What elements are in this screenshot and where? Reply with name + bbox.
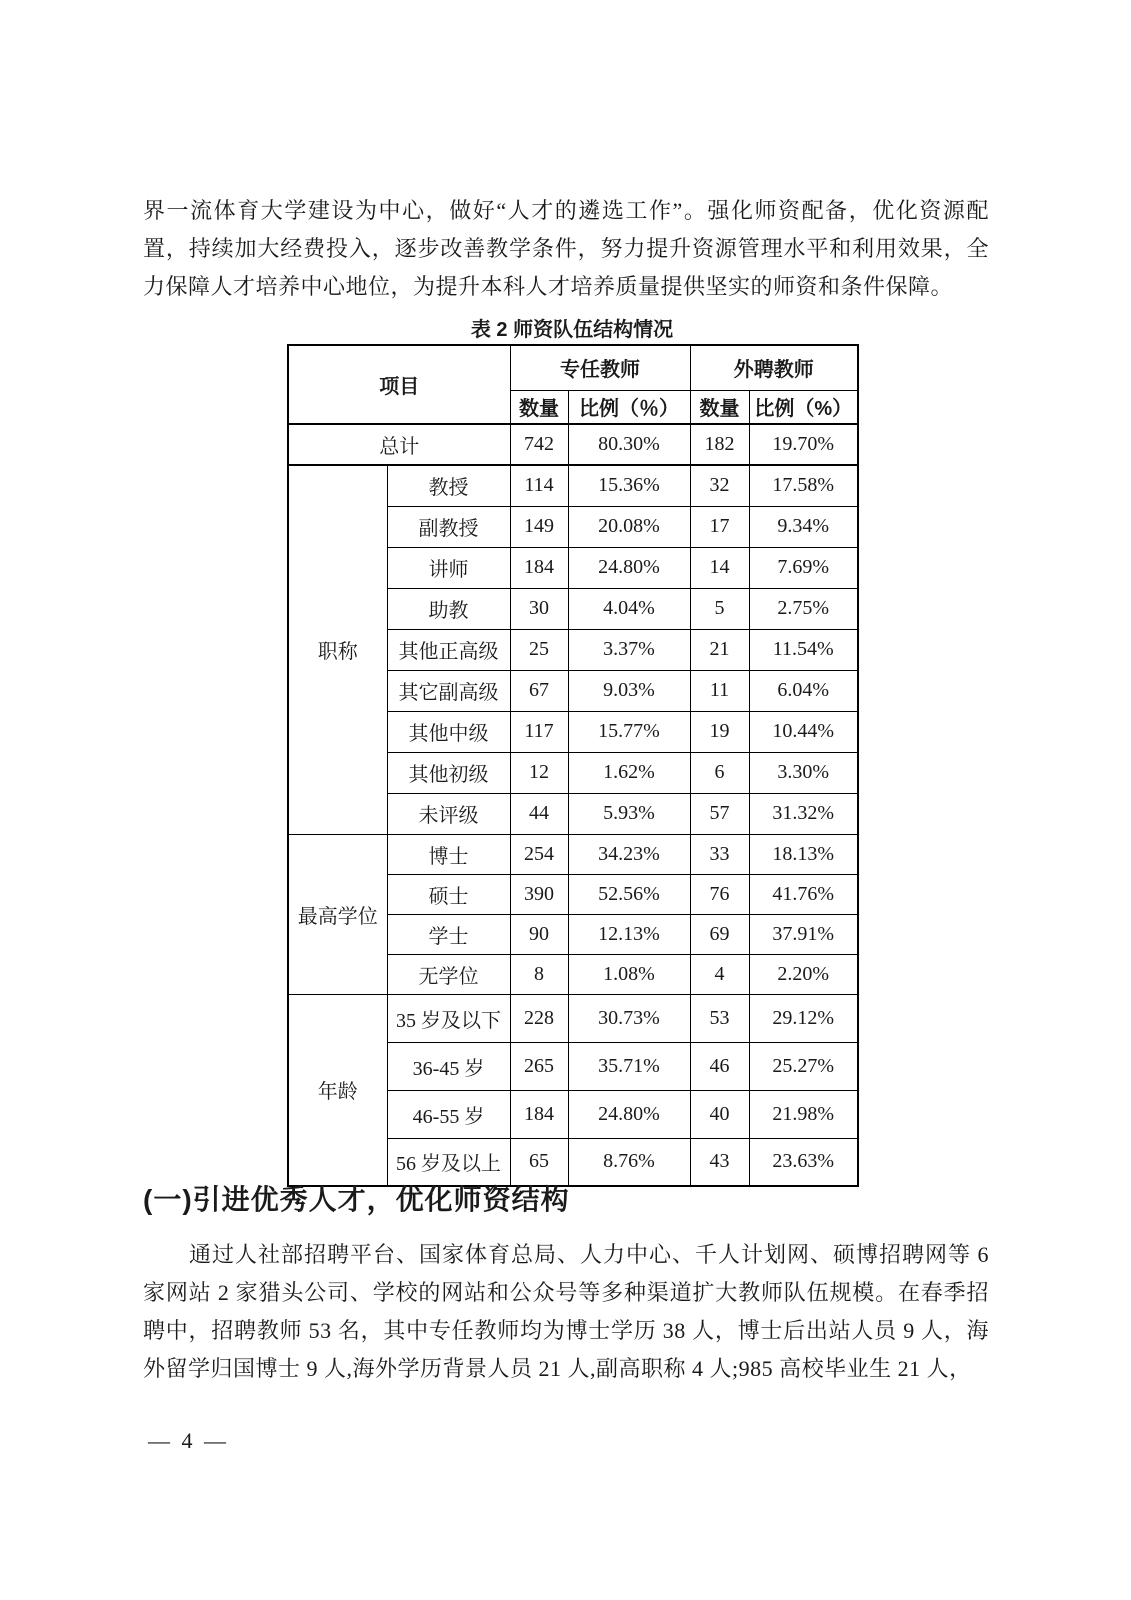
row-label-cell: 其它副高级 bbox=[387, 670, 510, 711]
row-label-cell: 56 岁及以上 bbox=[387, 1138, 510, 1186]
row-label-cell: 讲师 bbox=[387, 547, 510, 588]
header-ex-count-cell: 数量 bbox=[690, 390, 749, 424]
value-cell: 21.98% bbox=[749, 1090, 858, 1138]
value-cell: 31.32% bbox=[749, 793, 858, 834]
value-cell: 53 bbox=[690, 994, 749, 1042]
value-cell: 25 bbox=[510, 629, 568, 670]
table-caption: 表 2 师资队伍结构情况 bbox=[470, 319, 674, 341]
value-cell: 3.30% bbox=[749, 752, 858, 793]
value-cell: 44 bbox=[510, 793, 568, 834]
value-cell: 29.12% bbox=[749, 994, 858, 1042]
value-cell: 46 bbox=[690, 1042, 749, 1090]
group-label-cell: 职称 bbox=[288, 465, 387, 834]
value-cell: 2.20% bbox=[749, 954, 858, 994]
value-cell: 1.62% bbox=[568, 752, 690, 793]
value-cell: 21 bbox=[690, 629, 749, 670]
total-row bbox=[288, 424, 858, 465]
value-cell: 15.36% bbox=[568, 465, 690, 506]
value-cell: 12.13% bbox=[568, 914, 690, 954]
row-label-cell: 36-45 岁 bbox=[387, 1042, 510, 1090]
value-cell: 24.80% bbox=[568, 547, 690, 588]
value-cell: 57 bbox=[690, 793, 749, 834]
table-body bbox=[288, 424, 858, 1186]
value-cell: 35.71% bbox=[568, 1042, 690, 1090]
value-cell: 390 bbox=[510, 874, 568, 914]
value-cell: 4.04% bbox=[568, 588, 690, 629]
value-cell: 8 bbox=[510, 954, 568, 994]
value-cell: 6.04% bbox=[749, 670, 858, 711]
value-cell: 19.70% bbox=[749, 424, 858, 465]
header-ex-ratio-cell: 比例（%） bbox=[749, 390, 858, 424]
row-label-cell: 未评级 bbox=[387, 793, 510, 834]
page-number: — 4 — bbox=[148, 1428, 229, 1453]
value-cell: 80.30% bbox=[568, 424, 690, 465]
group-label-cell: 最高学位 bbox=[288, 834, 387, 994]
value-cell: 17 bbox=[690, 506, 749, 547]
row-label-cell: 46-55 岁 bbox=[387, 1090, 510, 1138]
intro-paragraph: 界一流体育大学建设为中心，做好“人才的遴选工作”。强化师资配备，优化资源配置，持续加大经费投入，逐步改善教学条件，努力提升资源管理水平和利用效果，全力保障人才培养中心地位，为提升本科人才培养质量提供坚实的师资和条件保障。 bbox=[143, 198, 989, 299]
value-cell: 32 bbox=[690, 465, 749, 506]
value-cell: 18.13% bbox=[749, 834, 858, 874]
value-cell: 1.08% bbox=[568, 954, 690, 994]
value-cell: 17.58% bbox=[749, 465, 858, 506]
row-label-cell: 助教 bbox=[387, 588, 510, 629]
value-cell: 11.54% bbox=[749, 629, 858, 670]
value-cell: 742 bbox=[510, 424, 568, 465]
value-cell: 69 bbox=[690, 914, 749, 954]
value-cell: 149 bbox=[510, 506, 568, 547]
value-cell: 20.08% bbox=[568, 506, 690, 547]
value-cell: 65 bbox=[510, 1138, 568, 1186]
row-label-cell: 副教授 bbox=[387, 506, 510, 547]
row-label-cell: 其他初级 bbox=[387, 752, 510, 793]
header-external-cell: 外聘教师 bbox=[690, 345, 858, 390]
value-cell: 24.80% bbox=[568, 1090, 690, 1138]
value-cell: 9.34% bbox=[749, 506, 858, 547]
value-cell: 184 bbox=[510, 547, 568, 588]
value-cell: 33 bbox=[690, 834, 749, 874]
value-cell: 4 bbox=[690, 954, 749, 994]
header-ft-ratio-cell: 比例（％） bbox=[568, 390, 690, 424]
table-header-row bbox=[288, 345, 858, 390]
value-cell: 15.77% bbox=[568, 711, 690, 752]
row-label-cell: 无学位 bbox=[387, 954, 510, 994]
row-label-cell: 其他中级 bbox=[387, 711, 510, 752]
value-cell: 114 bbox=[510, 465, 568, 506]
value-cell: 6 bbox=[690, 752, 749, 793]
value-cell: 5.93% bbox=[568, 793, 690, 834]
value-cell: 30.73% bbox=[568, 994, 690, 1042]
value-cell: 23.63% bbox=[749, 1138, 858, 1186]
value-cell: 254 bbox=[510, 834, 568, 874]
value-cell: 25.27% bbox=[749, 1042, 858, 1090]
body-paragraph: 通过人社部招聘平台、国家体育总局、人力中心、千人计划网、硕博招聘网等 6 家网站 2 家猎头公司、学校的网站和公众号等多种渠道扩大教师队伍规模。在春季招聘中，招聘教师 53 名，其中专任教师均为博士学历 38 人，博士后出站人员 9 人，海外留学归国博士 9 人,海外学历背景人员 21 人,副高职称 4 人;985 高校毕业生 21 人， bbox=[143, 1242, 989, 1381]
value-cell: 10.44% bbox=[749, 711, 858, 752]
header-item-cell: 项目 bbox=[288, 345, 510, 424]
header-ft-count-cell: 数量 bbox=[510, 390, 568, 424]
row-label-cell: 其他正高级 bbox=[387, 629, 510, 670]
section-heading: (一)引进优秀人才，优化师资结构 bbox=[143, 1184, 570, 1215]
value-cell: 228 bbox=[510, 994, 568, 1042]
value-cell: 182 bbox=[690, 424, 749, 465]
value-cell: 2.75% bbox=[749, 588, 858, 629]
value-cell: 19 bbox=[690, 711, 749, 752]
value-cell: 52.56% bbox=[568, 874, 690, 914]
value-cell: 11 bbox=[690, 670, 749, 711]
value-cell: 3.37% bbox=[568, 629, 690, 670]
value-cell: 90 bbox=[510, 914, 568, 954]
faculty-structure-table bbox=[287, 344, 859, 1187]
value-cell: 67 bbox=[510, 670, 568, 711]
value-cell: 76 bbox=[690, 874, 749, 914]
value-cell: 37.91% bbox=[749, 914, 858, 954]
table-row bbox=[288, 834, 858, 874]
total-label-cell: 总计 bbox=[288, 424, 510, 465]
value-cell: 14 bbox=[690, 547, 749, 588]
row-label-cell: 硕士 bbox=[387, 874, 510, 914]
value-cell: 5 bbox=[690, 588, 749, 629]
group-label-cell: 年龄 bbox=[288, 994, 387, 1186]
value-cell: 184 bbox=[510, 1090, 568, 1138]
value-cell: 40 bbox=[690, 1090, 749, 1138]
value-cell: 8.76% bbox=[568, 1138, 690, 1186]
row-label-cell: 博士 bbox=[387, 834, 510, 874]
header-fulltime-cell: 专任教师 bbox=[510, 345, 690, 390]
row-label-cell: 教授 bbox=[387, 465, 510, 506]
value-cell: 41.76% bbox=[749, 874, 858, 914]
row-label-cell: 学士 bbox=[387, 914, 510, 954]
value-cell: 7.69% bbox=[749, 547, 858, 588]
value-cell: 9.03% bbox=[568, 670, 690, 711]
value-cell: 34.23% bbox=[568, 834, 690, 874]
table-row bbox=[288, 994, 858, 1042]
value-cell: 265 bbox=[510, 1042, 568, 1090]
value-cell: 12 bbox=[510, 752, 568, 793]
table-row bbox=[288, 465, 858, 506]
value-cell: 43 bbox=[690, 1138, 749, 1186]
value-cell: 117 bbox=[510, 711, 568, 752]
row-label-cell: 35 岁及以下 bbox=[387, 994, 510, 1042]
value-cell: 30 bbox=[510, 588, 568, 629]
